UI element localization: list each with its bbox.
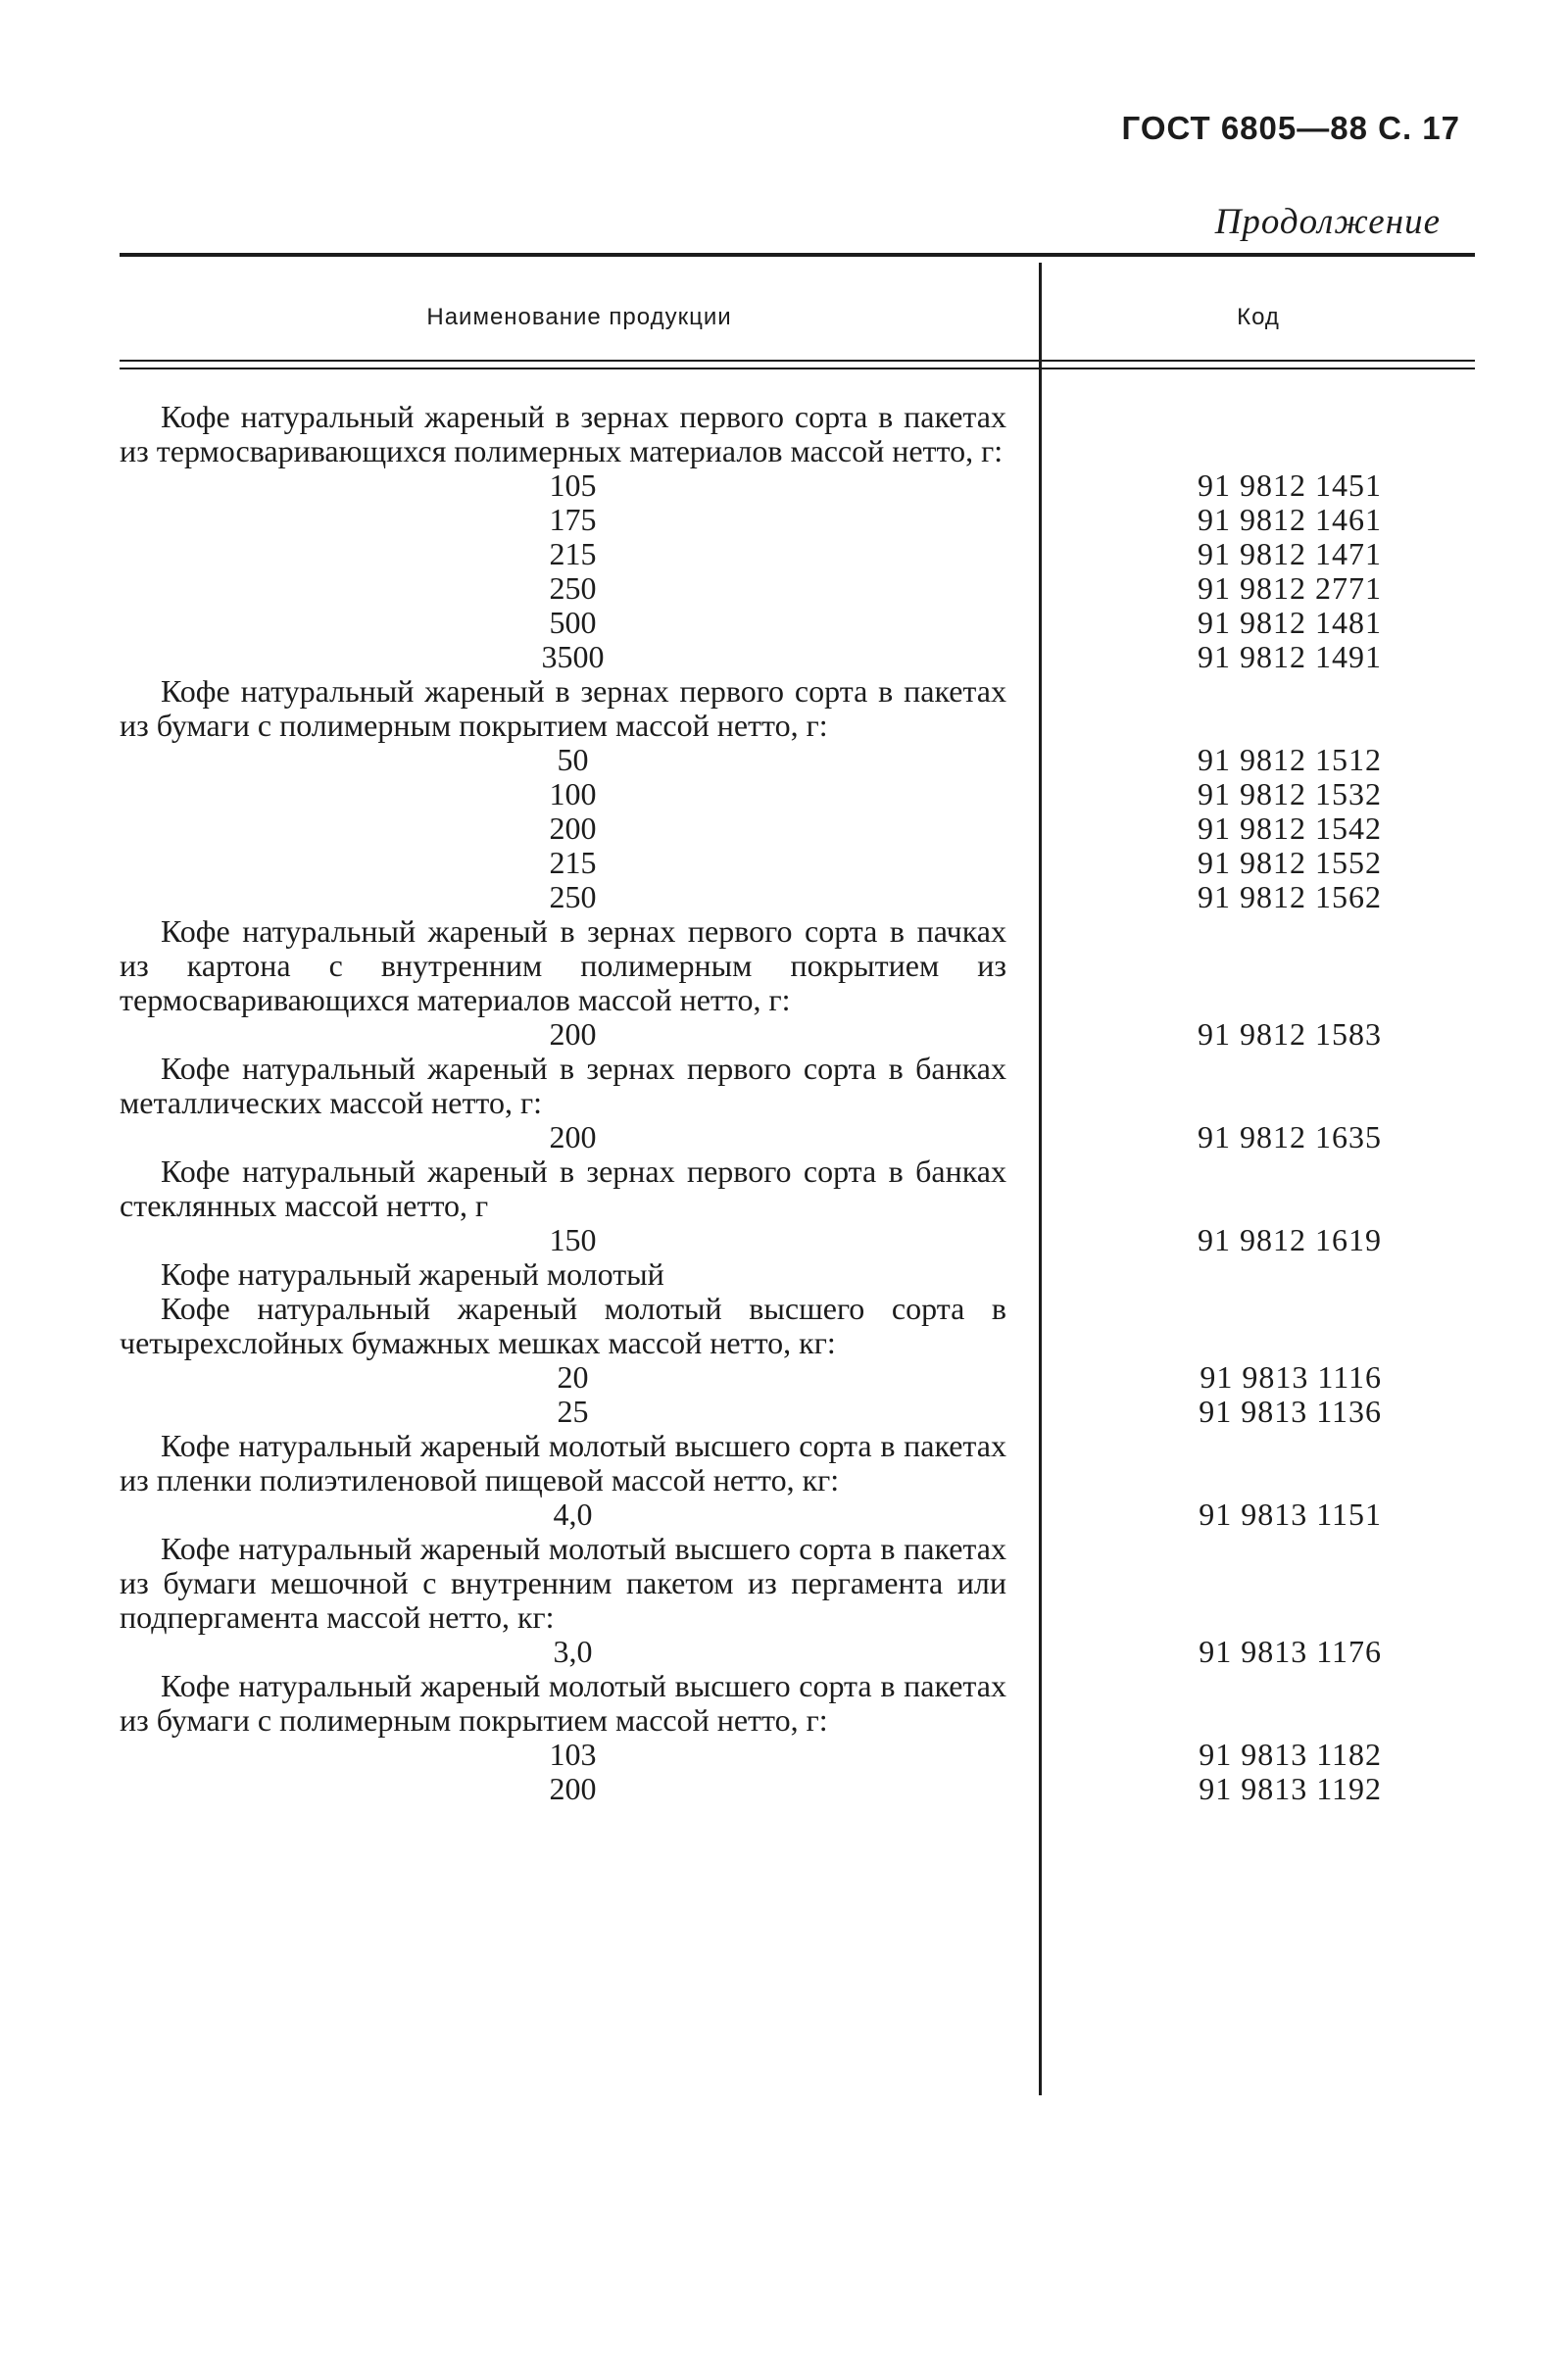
product-description-row — [0, 1429, 1568, 1497]
product-code: 91 9812 1532 — [1198, 776, 1382, 811]
product-description-row — [0, 1532, 1568, 1635]
header-double-rule — [120, 360, 1475, 362]
net-mass: 3500 — [541, 639, 605, 674]
net-mass: 50 — [557, 742, 589, 777]
net-mass: 105 — [549, 467, 597, 503]
product-code: 91 9812 1542 — [1198, 810, 1382, 846]
product-code: 91 9813 1151 — [1199, 1497, 1382, 1532]
product-item-row — [0, 1497, 1568, 1532]
product-code: 91 9812 1451 — [1198, 467, 1382, 503]
net-mass: 200 — [549, 1119, 597, 1154]
net-mass: 100 — [549, 776, 597, 811]
product-description-row — [0, 674, 1568, 743]
product-code: 91 9813 1182 — [1199, 1737, 1382, 1772]
product-description: Кофе натуральный жареный в зернах первого сорта в пакетах из термосваривающихся полимерных материалов массой нетто, г: — [120, 399, 1006, 468]
table-top-rule — [120, 253, 1475, 257]
product-description-row — [0, 1154, 1568, 1223]
net-mass: 200 — [549, 1016, 597, 1052]
product-item-row — [0, 1360, 1568, 1395]
product-description: Кофе натуральный жареный молотый — [161, 1256, 664, 1292]
product-item-row — [0, 811, 1568, 846]
table-body — [0, 400, 1568, 1806]
product-description-row — [0, 914, 1568, 1017]
product-item-row — [0, 777, 1568, 811]
product-description-row — [0, 1052, 1568, 1120]
net-mass: 3,0 — [553, 1634, 593, 1669]
product-description: Кофе натуральный жареный молотый высшего сорта в пакетах из бумаги мешочной с внутренним пакетом из пергамента или подпергамента массой нетто, кг: — [120, 1531, 1006, 1635]
column-header-code: Код — [1237, 304, 1280, 330]
net-mass: 215 — [549, 845, 597, 880]
product-code: 91 9812 1491 — [1198, 639, 1382, 674]
column-header-name: Наименование продукции — [426, 304, 732, 330]
product-code: 91 9812 1471 — [1198, 536, 1382, 571]
product-code: 91 9813 1136 — [1199, 1394, 1382, 1429]
product-description: Кофе натуральный жареный в зернах первого сорта в банках стеклянных массой нетто, г — [120, 1153, 1006, 1223]
product-code: 91 9812 1562 — [1198, 879, 1382, 914]
product-code: 91 9813 1116 — [1200, 1359, 1382, 1395]
product-item-row — [0, 1017, 1568, 1052]
product-item-row — [0, 571, 1568, 606]
product-description-row — [0, 1669, 1568, 1738]
product-code: 91 9812 1481 — [1198, 605, 1382, 640]
product-description: Кофе натуральный жареный молотый высшего сорта в четырехслойных бумажных мешках массой нетто, кг: — [120, 1291, 1006, 1360]
product-code: 91 9813 1192 — [1199, 1771, 1382, 1806]
product-item-row — [0, 743, 1568, 777]
net-mass: 25 — [557, 1394, 589, 1429]
net-mass: 200 — [549, 810, 597, 846]
product-description-row — [0, 1257, 1568, 1292]
product-item-row — [0, 1635, 1568, 1669]
product-item-row — [0, 537, 1568, 571]
product-code: 91 9812 1635 — [1198, 1119, 1382, 1154]
product-code: 91 9812 1552 — [1198, 845, 1382, 880]
net-mass: 250 — [549, 879, 597, 914]
product-item-row — [0, 846, 1568, 880]
product-item-row — [0, 1223, 1568, 1257]
net-mass: 20 — [557, 1359, 589, 1395]
product-code: 91 9812 1512 — [1198, 742, 1382, 777]
product-code: 91 9813 1176 — [1199, 1634, 1382, 1669]
product-item-row — [0, 468, 1568, 503]
product-item-row — [0, 1395, 1568, 1429]
header-double-rule — [120, 368, 1475, 369]
continuation-label: Продолжение — [1214, 202, 1441, 242]
product-item-row — [0, 503, 1568, 537]
net-mass: 150 — [549, 1222, 597, 1257]
product-code: 91 9812 1583 — [1198, 1016, 1382, 1052]
product-item-row — [0, 1772, 1568, 1806]
page-header: ГОСТ 6805—88 С. 17 — [1121, 110, 1460, 146]
net-mass: 175 — [549, 502, 597, 537]
net-mass: 250 — [549, 570, 597, 606]
product-description-row — [0, 400, 1568, 468]
product-item-row — [0, 640, 1568, 674]
product-description: Кофе натуральный жареный в зернах первого сорта в пачках из картона с внутренним полимерным покрытием из термосваривающихся материалов массой нетто, г: — [120, 913, 1006, 1017]
product-code: 91 9812 2771 — [1198, 570, 1382, 606]
product-description: Кофе натуральный жареный молотый высшего сорта в пакетах из бумаги с полимерным покрытием массой нетто, г: — [120, 1668, 1006, 1738]
product-item-row — [0, 1120, 1568, 1154]
net-mass: 500 — [549, 605, 597, 640]
net-mass: 200 — [549, 1771, 597, 1806]
net-mass: 4,0 — [553, 1497, 593, 1532]
product-description: Кофе натуральный жареный в зернах первого сорта в пакетах из бумаги с полимерным покрытием массой нетто, г: — [120, 673, 1006, 743]
product-item-row — [0, 606, 1568, 640]
product-description-row — [0, 1292, 1568, 1360]
net-mass: 103 — [549, 1737, 597, 1772]
product-description: Кофе натуральный жареный молотый высшего сорта в пакетах из пленки полиэтиленовой пищевой массой нетто, кг: — [120, 1428, 1006, 1497]
product-code: 91 9812 1461 — [1198, 502, 1382, 537]
product-description: Кофе натуральный жареный в зернах первого сорта в банках металлических массой нетто, г: — [120, 1051, 1006, 1120]
net-mass: 215 — [549, 536, 597, 571]
product-item-row — [0, 1738, 1568, 1772]
product-item-row — [0, 880, 1568, 914]
product-code: 91 9812 1619 — [1198, 1222, 1382, 1257]
